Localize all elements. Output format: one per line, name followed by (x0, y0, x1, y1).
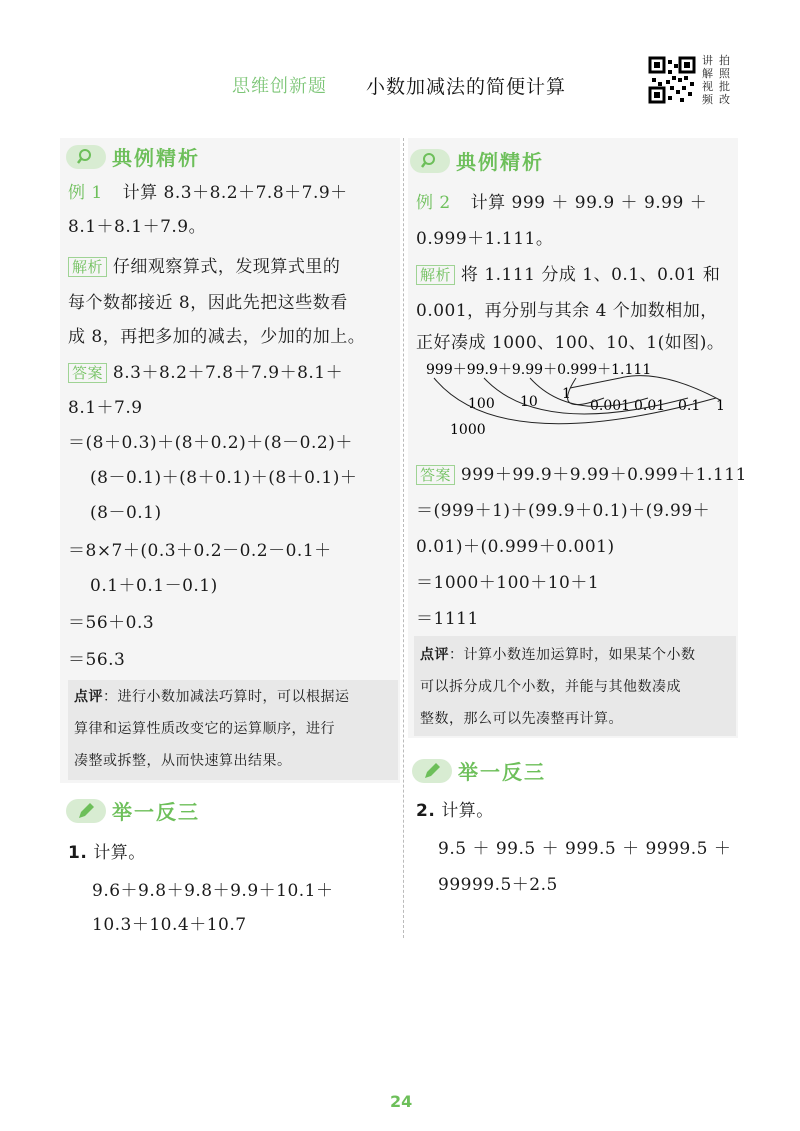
answer-text: 999＋99.9＋9.99＋0.999＋1.111 (460, 465, 747, 485)
answer-text: ＝8×7＋(0.3＋0.2－0.2－0.1＋ (68, 541, 332, 561)
example-text: 计算 999 ＋ 99.9 ＋ 9.99 ＋ (470, 193, 708, 213)
analysis-text: 每个数都接近 8，因此先把这些数看 (68, 293, 348, 313)
section-heading-label: 典例精析 (456, 150, 544, 174)
decomposition-diagram (420, 358, 736, 448)
comment-text: ：计算小数连加运算时，如果某个小数 (449, 647, 696, 663)
question-1 (68, 838, 146, 863)
arc-10 (530, 378, 648, 406)
magnifier-icon (410, 149, 450, 173)
comment-label: 点评 (420, 647, 449, 663)
qr-char: 拍 (719, 54, 730, 67)
answer-text: 8.3＋8.2＋7.8＋7.9＋8.1＋ (112, 363, 344, 383)
analysis-line (416, 260, 720, 285)
comment-text: 整数，那么可以先凑整再计算。 (420, 711, 623, 727)
analysis-tag: 解析 (416, 265, 455, 285)
diagram-sum: 100 (468, 396, 495, 412)
pencil-icon (412, 759, 452, 783)
answer-text: ＝56.3 (68, 650, 126, 670)
qr-char: 照 (719, 67, 730, 80)
comment-label: 点评 (74, 689, 103, 705)
section-heading-examples (66, 142, 200, 171)
analysis-text: 0.001，再分别与其余 4 个加数相加， (416, 301, 718, 321)
section-heading-label: 举一反三 (112, 800, 200, 824)
pencil-icon (66, 799, 106, 823)
qr-char: 讲 (702, 54, 713, 67)
example-text: 计算 8.3＋8.2＋7.8＋7.9＋ (122, 183, 348, 203)
diagram-part: 0.001 (590, 398, 631, 414)
analysis-tag: 解析 (68, 257, 107, 277)
answer-line (68, 358, 343, 383)
arc-split-1 (620, 376, 720, 400)
diagram-expression: 999＋99.9＋9.99＋0.999＋1.111 (426, 362, 652, 378)
question-expression: 10.3＋10.4＋10.7 (92, 915, 247, 935)
comment-line (420, 644, 696, 664)
comment-line (74, 686, 350, 706)
answer-text: ＝(999＋1)＋(99.9＋0.1)＋(9.99＋ (416, 501, 711, 521)
answer-text: ＝56＋0.3 (68, 613, 155, 633)
magnifier-icon (66, 145, 106, 169)
column-divider (403, 138, 404, 938)
section-heading-examples (410, 146, 544, 175)
diagram-part: 0.01 (634, 398, 666, 414)
diagram-part: 0.1 (678, 398, 701, 414)
answer-text: (8－0.1) (90, 503, 162, 523)
qr-char: 解 (702, 67, 713, 80)
diagram-sum: 10 (520, 394, 538, 410)
analysis-text: 将 1.111 分成 1、0.1、0.01 和 (460, 265, 721, 285)
comment-text: 可以拆分成几个小数，并能与其他数凑成 (420, 679, 681, 695)
comment-text: 凑整或拆整，从而快速算出结果。 (74, 753, 292, 769)
example-2-question (416, 188, 707, 213)
question-expression: 99999.5＋2.5 (438, 875, 558, 895)
diagram-part: 1 (562, 386, 571, 402)
answer-tag: 答案 (68, 363, 107, 383)
answer-text: 0.1＋0.1－0.1) (90, 576, 218, 596)
header-category: 思维创新题 (232, 76, 327, 97)
analysis-text: 成 8，再把多加的减去，少加的加上。 (68, 327, 366, 347)
question-number: 2. (416, 801, 436, 821)
page-number: 24 (390, 1092, 413, 1111)
question-number: 1. (68, 843, 88, 863)
arc-split-2 (570, 378, 620, 388)
answer-text: 0.01)＋(0.999＋0.001) (416, 537, 615, 557)
question-2 (416, 796, 494, 821)
answer-tag: 答案 (416, 465, 455, 485)
answer-text: ＝(8＋0.3)＋(8＋0.2)＋(8－0.2)＋ (68, 433, 353, 453)
page-title: 小数加减法的简便计算 (366, 76, 567, 98)
diagram-sum: 1000 (450, 422, 486, 438)
question-expression: 9.6＋9.8＋9.8＋9.9＋10.1＋ (92, 881, 334, 901)
section-heading-label: 典例精析 (112, 146, 200, 170)
example-label: 例 1 (68, 183, 103, 203)
example-1-question (68, 178, 348, 203)
analysis-text: 正好凑成 1000、100、10、1(如图)。 (416, 333, 725, 353)
analysis-line (68, 252, 340, 277)
qr-code-icon[interactable] (648, 56, 696, 104)
comment-text: 算律和运算性质改变它的运算顺序，进行 (74, 721, 335, 737)
example-label: 例 2 (416, 193, 451, 213)
answer-line (416, 460, 747, 485)
qr-char: 视 (702, 80, 713, 93)
section-heading-practice (412, 756, 546, 785)
section-heading-practice (66, 796, 200, 825)
question-prompt: 计算。 (441, 801, 494, 821)
qr-char: 批 (719, 80, 730, 93)
example-text-cont: 8.1＋8.1＋7.9。 (68, 217, 207, 237)
answer-text: 8.1＋7.9 (68, 398, 143, 418)
section-heading-label: 举一反三 (458, 760, 546, 784)
answer-text: ＝1000＋100＋10＋1 (416, 573, 600, 593)
analysis-text: 仔细观察算式，发现算式里的 (112, 257, 341, 277)
question-prompt: 计算。 (93, 843, 146, 863)
answer-text: (8－0.1)＋(8＋0.1)＋(8＋0.1)＋ (90, 468, 358, 488)
comment-text: ：进行小数加减法巧算时，可以根据运 (103, 689, 350, 705)
qr-char: 改 (719, 93, 730, 106)
qr-char: 频 (702, 93, 713, 106)
qr-caption (702, 54, 736, 106)
example-text-cont: 0.999＋1.111。 (416, 229, 554, 249)
answer-text: ＝1111 (416, 609, 479, 629)
question-expression: 9.5 ＋ 99.5 ＋ 999.5 ＋ 9999.5 ＋ (438, 839, 732, 859)
diagram-part: 1 (716, 398, 725, 414)
